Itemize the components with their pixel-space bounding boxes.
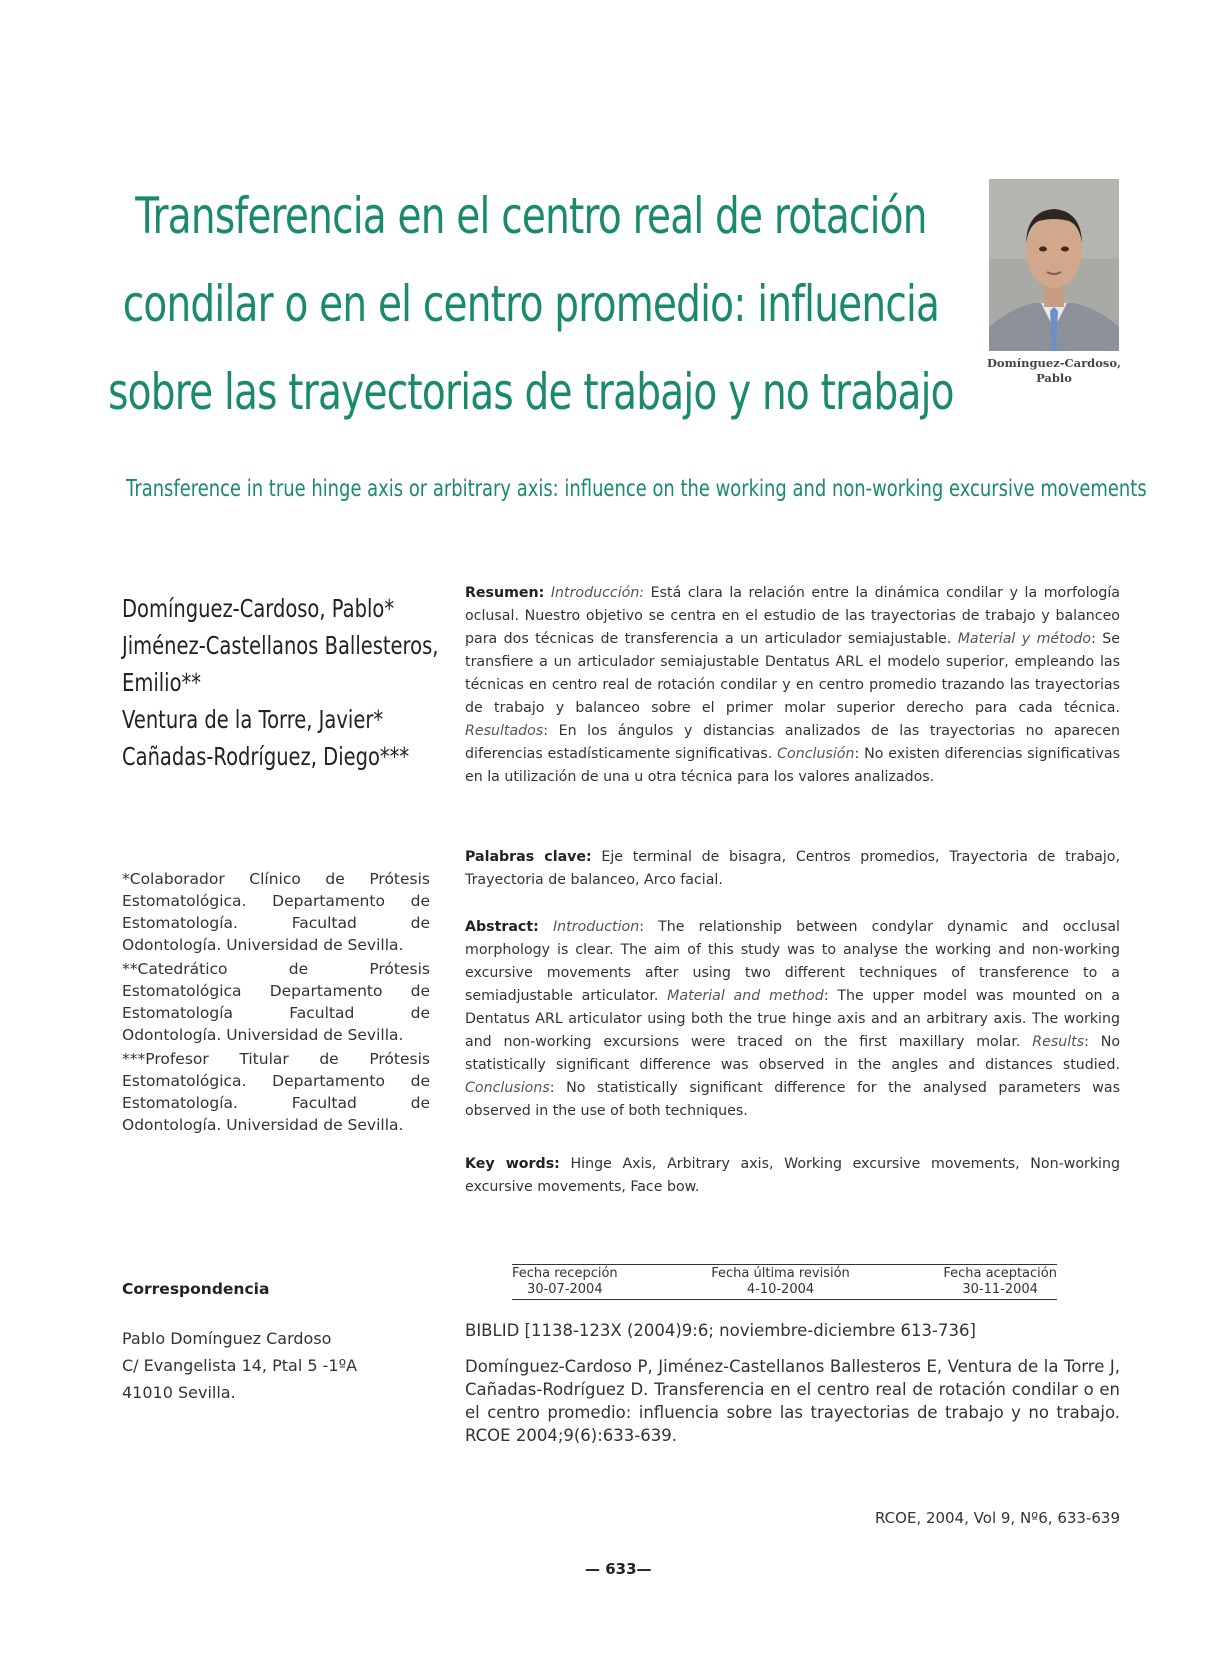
date-received-value: 30-07-2004 [527,1282,603,1297]
abstract-results: : No statistically significant difference was observed in the angles and distances studied. [465,1034,1120,1073]
date-accepted-value: 30-11-2004 [962,1282,1038,1297]
affiliations [122,868,430,1138]
english-subtitle: Transference in true hinge axis or arbitrary axis: influence on the working and non-working excursive movements [126,476,1147,502]
resumen-label: Resumen: [465,585,545,601]
citation: Domínguez-Cardoso P, Jiménez-Castellanos Ballesteros E, Ventura de la Torre J, Cañadas-Rodríguez D. Transferencia en el centro real de rotación condilar o en el centro promedio: influencia sobre las trayectorias de trabajo y no trabajo. RCOE 2004;9(6):633-639. [465,1357,1120,1445]
abstract-concl-label: Conclusions [465,1080,550,1096]
correspondencia-line-1: Pablo Domínguez Cardoso [122,1329,332,1348]
photo-caption-line-1: Domínguez-Cardoso, [986,356,1122,370]
correspondencia-address [122,1325,357,1406]
abstract-paragraph [465,916,1120,1123]
palabras-clave-text: Eje terminal de bisagra, Centros promedios, Trayectoria de trabajo, Trayectoria de balanceo, Arco facial. [465,849,1120,888]
affiliation-1: *Colaborador Clínico de Prótesis Estomatológica. Departamento de Estomatología. Facultad de Odontología. Universidad de Sevilla. [122,870,430,954]
correspondencia-heading: Correspondencia [122,1280,270,1298]
abstract-label: Abstract: [465,919,539,935]
abstract-intro: : The relationship between condylar dynamic and occlusal morphology is clear. The aim of this study was to analyse the working and non-working excursive movements after using two different techniques of transference to a semiadjustable articulator. [465,919,1120,1004]
resumen-concl-label: Conclusión [777,746,855,762]
key-words-label: Key words: [465,1156,560,1172]
date-revised [711,1266,850,1298]
palabras-clave-label: Palabras clave: [465,849,592,865]
author-2-cont: Emilio** [122,668,202,697]
correspondencia-line-2: C/ Evangelista 14, Ptal 5 -1ºA [122,1356,358,1375]
correspondencia-line-3: 41010 Sevilla. [122,1383,236,1402]
title-line-1: Transferencia en el centro real de rotación [135,187,927,245]
date-accepted [943,1266,1057,1298]
journal-reference: RCOE, 2004, Vol 9, Nº6, 633-639 [874,1509,1120,1527]
resumen-intro: Está clara la relación entre la dinámica condilar y la morfología oclusal. Nuestro objetivo se centra en el estudio de las trayectorias de trabajo y balanceo para dos técnicas de transferencia a un articulador semiajustable. [465,585,1120,647]
resumen-intro-label: Introducción: [550,585,645,601]
abstract-results-label: Results [1032,1034,1085,1050]
resumen-paragraph [465,582,1120,789]
date-revised-label: Fecha última revisión [711,1266,850,1281]
resumen-results: : En los ángulos y distancias analizados de las trayectorias no aparecen diferencias estadísticamente significativas. [465,723,1120,762]
page-number: — 633— [585,1560,652,1578]
author-4: Cañadas-Rodríguez, Diego*** [122,742,410,771]
key-words-text: Hinge Axis, Arbitrary axis, Working excursive movements, Non-working excursive movements, Face bow. [465,1156,1120,1195]
resumen-concl: : No existen diferencias significativas en la utilización de una u otra técnica para los valores analizados. [465,746,1120,785]
article-title [100,172,962,436]
dates-table [512,1264,1057,1300]
title-line-3: sobre las trayectorias de trabajo y no trabajo [108,363,954,421]
abstract-method-label: Material and method [667,988,824,1004]
author-photo [989,179,1119,351]
photo-caption [985,356,1123,386]
resumen-method: : Se transfiere a un articulador semiajustable Dentatus ARL el modelo superior, empleando las técnicas en centro real de rotación condilar y en centro promedio trazando las trayectorias de trabajo y balanceo sobre el primer molar superior derecho para cada técnica. [465,631,1121,716]
date-received [512,1266,618,1298]
author-3: Ventura de la Torre, Javier* [122,705,384,734]
date-revised-value: 4-10-2004 [746,1282,815,1297]
title-line-2: condilar o en el centro promedio: influencia [122,275,940,333]
author-portrait-image [989,179,1119,351]
biblid: BIBLID [1138-123X (2004)9:6; noviembre-diciembre 613-736] [465,1321,976,1340]
date-received-label: Fecha recepción [512,1266,618,1281]
resumen-results-label: Resultados [465,723,544,739]
key-words [465,1153,1120,1199]
resumen-method-label: Material y método [957,631,1092,647]
affiliation-3: ***Profesor Titular de Prótesis Estomatológica. Departamento de Estomatología. Facultad de Odontología. Universidad de Sevilla. [122,1050,430,1134]
date-accepted-label: Fecha aceptación [943,1266,1057,1281]
author-2: Jiménez-Castellanos Ballesteros, [122,631,439,660]
palabras-clave [465,846,1120,892]
photo-caption-line-2: Pablo [1036,371,1072,385]
abstract-method: : The upper model was mounted on a Dentatus ARL articulator using both the true hinge axis and an arbitrary axis. The working and non-working excursions were traced on the first maxillary molar. [465,988,1120,1050]
abstract-intro-label: Introduction [552,919,640,935]
affiliation-2: **Catedrático de Prótesis Estomatológica Departamento de Estomatología Facultad de Odontología. Universidad de Sevilla. [122,960,430,1044]
abstract-concl: : No statistically significant difference for the analysed parameters was observed in the use of both techniques. [465,1080,1120,1119]
author-1: Domínguez-Cardoso, Pablo* [122,594,395,623]
